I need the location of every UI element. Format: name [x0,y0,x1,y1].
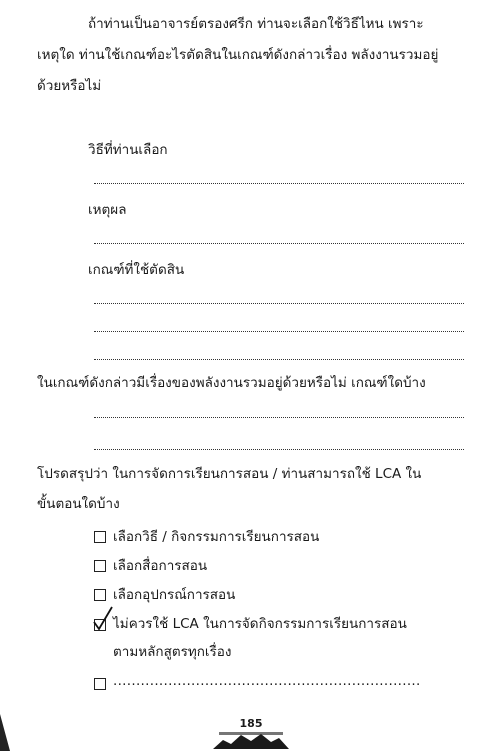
option-label-media: เลือกสื่อการสอน [113,558,208,574]
checkmark-icon [92,605,114,631]
label-criteria: เกณฑ์ที่ใช้ตัดสิน [88,262,185,278]
checkbox-option-media[interactable] [94,560,106,572]
answer-line-criteria-3[interactable] [94,359,464,360]
q1-line-3: ด้วยหรือไม่ [37,78,102,94]
label-method: วิธีที่ท่านเลือก [88,142,168,158]
q2-text: ในเกณฑ์ดังกล่าวมีเรื่องของพลังงานรวมอยู่ด้วยหรือไม่ เกณฑ์ใดบ้าง [37,375,426,391]
page-number: 185 [239,717,263,730]
option-label-no-lca-cont: ตามหลักสูตรทุกเรื่อง [113,644,232,660]
label-reason: เหตุผล [88,202,127,218]
checkbox-option-equipment[interactable] [94,589,106,601]
option-label-equipment: เลือกอุปกรณ์การสอน [113,587,236,603]
q3-line-2: ขั้นตอนใดบ้าง [37,496,120,512]
footer-logo-icon [213,729,289,749]
q3-line-1: โปรดสรุปว่า ในการจัดการเรียนการสอน / ท่านสามารถใช้ LCA ใน [37,466,422,482]
answer-line-q2-1[interactable] [94,417,464,418]
option-label-method: เลือกวิธี / กิจกรรมการเรียนการสอน [113,529,320,545]
answer-line-reason[interactable] [94,243,464,244]
q1-line-1: ถ้าท่านเป็นอาจารย์ตรองศรีก ท่านจะเลือกใช้วิธีไหน เพราะ [88,16,424,32]
option-other-blank[interactable]: ................................................................... [113,673,421,689]
option-label-no-lca: ไม่ควรใช้ LCA ในการจัดกิจกรรมการเรียนการสอน [113,616,407,632]
checkbox-option-other[interactable] [94,678,106,690]
answer-line-method[interactable] [94,183,464,184]
answer-line-criteria-2[interactable] [94,331,464,332]
q1-line-2: เหตุใด ท่านใช้เกณฑ์อะไรตัดสินในเกณฑ์ดังกล่าวเรื่อง พลังงานรวมอยู่ [37,47,439,63]
answer-line-q2-2[interactable] [94,449,464,450]
corner-mark-icon [0,706,16,751]
answer-line-criteria-1[interactable] [94,303,464,304]
checkbox-option-method[interactable] [94,531,106,543]
